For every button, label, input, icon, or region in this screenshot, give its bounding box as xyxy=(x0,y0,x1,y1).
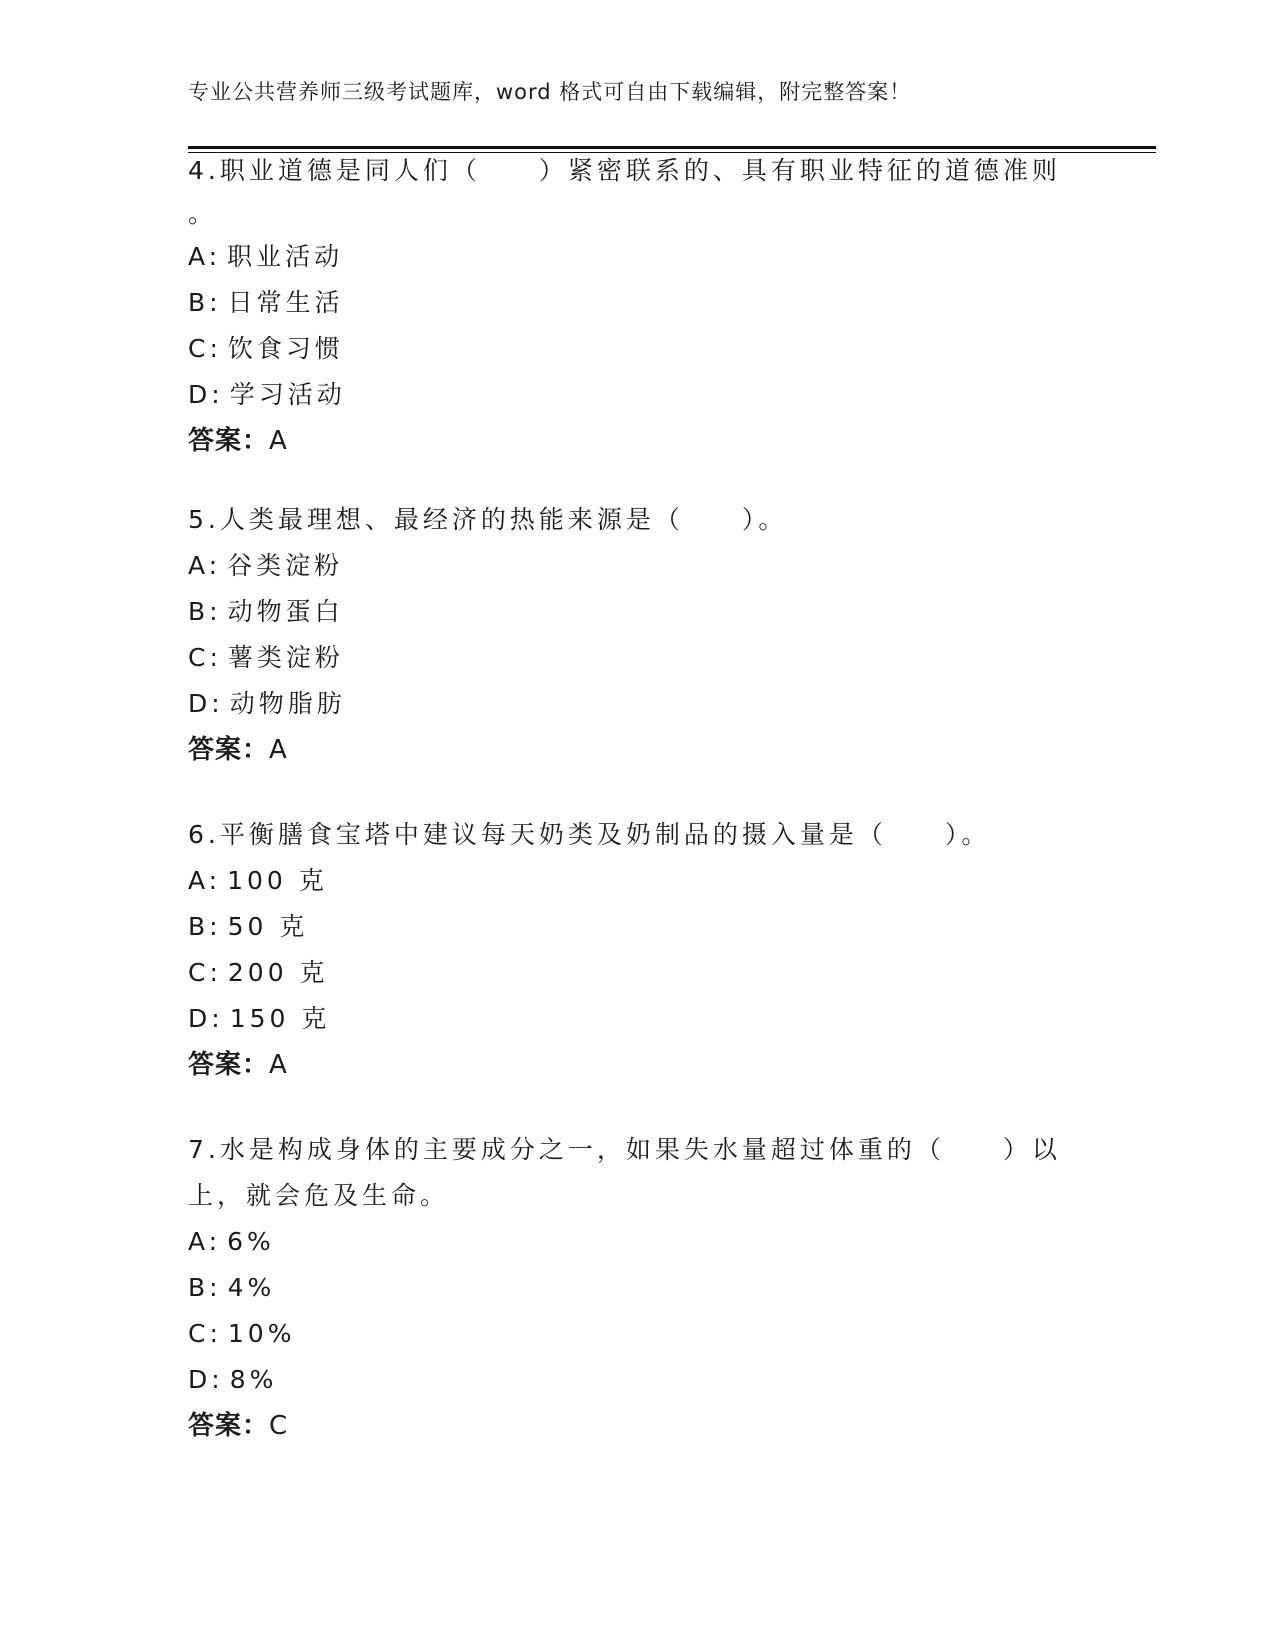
option-text: 50 克 xyxy=(227,912,309,941)
answer-label: 答案： xyxy=(188,735,270,765)
option-letter: C: xyxy=(188,958,222,987)
question-stem-line: 上，就会危及生命。 xyxy=(188,1181,450,1210)
option-c xyxy=(188,635,1068,681)
option-letter: C: xyxy=(188,643,222,672)
option-text: 饮食习惯 xyxy=(227,334,344,363)
answer-line xyxy=(188,1403,1068,1449)
option-b xyxy=(188,904,1068,950)
option-b xyxy=(188,1265,1068,1311)
option-letter: C: xyxy=(188,334,222,363)
question-stem-line: 。 xyxy=(188,199,218,228)
option-text: 动物蛋白 xyxy=(227,597,344,626)
option-text: 8% xyxy=(229,1365,278,1394)
option-letter: D: xyxy=(188,380,224,409)
answer-line xyxy=(188,1042,1068,1088)
option-text: 100 克 xyxy=(227,866,328,895)
option-c xyxy=(188,1311,1068,1357)
option-text: 学习活动 xyxy=(229,380,346,409)
answer-label: 答案： xyxy=(188,1050,270,1080)
option-letter: B: xyxy=(188,597,222,626)
question-4 xyxy=(188,148,1068,464)
option-letter: B: xyxy=(188,912,222,941)
option-text: 10% xyxy=(227,1319,296,1348)
option-a xyxy=(188,858,1068,904)
option-text: 谷类淀粉 xyxy=(227,551,344,580)
option-letter: A: xyxy=(188,866,222,895)
option-text: 4% xyxy=(227,1273,276,1302)
option-b xyxy=(188,589,1068,635)
option-letter: A: xyxy=(188,551,222,580)
option-letter: B: xyxy=(188,1273,222,1302)
question-6 xyxy=(188,812,1068,1088)
option-a xyxy=(188,234,1068,280)
option-text: 薯类淀粉 xyxy=(227,643,344,672)
option-text: 200 克 xyxy=(227,958,329,987)
option-letter: D: xyxy=(188,689,224,718)
question-stem-line: 6.平衡膳食宝塔中建议每天奶类及奶制品的摄入量是（ ）。 xyxy=(188,820,991,849)
option-c xyxy=(188,950,1068,996)
option-a xyxy=(188,543,1068,589)
option-letter: A: xyxy=(188,1227,222,1256)
question-stem-line: 5.人类最理想、最经济的热能来源是（ ）。 xyxy=(188,505,788,534)
option-letter: D: xyxy=(188,1365,224,1394)
question-5 xyxy=(188,497,1068,773)
option-b xyxy=(188,280,1068,326)
option-text: 职业活动 xyxy=(227,242,344,271)
option-text: 150 克 xyxy=(229,1004,331,1033)
option-letter: C: xyxy=(188,1319,222,1348)
option-text: 日常生活 xyxy=(227,288,344,317)
answer-value: A xyxy=(269,426,288,456)
answer-line xyxy=(188,418,1068,464)
answer-line xyxy=(188,727,1068,773)
page-header: 专业公共营养师三级考试题库，word 格式可自由下载编辑，附完整答案！ xyxy=(188,80,912,104)
option-a xyxy=(188,1219,1068,1265)
answer-label: 答案： xyxy=(188,1411,270,1441)
question-7 xyxy=(188,1127,1068,1449)
option-d xyxy=(188,1357,1068,1403)
answer-value: A xyxy=(269,1050,288,1080)
option-text: 动物脂肪 xyxy=(229,689,346,718)
option-letter: B: xyxy=(188,288,222,317)
option-letter: A: xyxy=(188,242,222,271)
option-letter: D: xyxy=(188,1004,224,1033)
option-d xyxy=(188,681,1068,727)
option-d xyxy=(188,996,1068,1042)
question-stem-line: 4.职业道德是同人们（ ）紧密联系的、具有职业特征的道德准则 xyxy=(188,156,1061,185)
option-text: 6% xyxy=(227,1227,275,1256)
answer-value: C xyxy=(269,1411,289,1441)
option-c xyxy=(188,326,1068,372)
question-stem-line: 7.水是构成身体的主要成分之一，如果失水量超过体重的（ ）以 xyxy=(188,1135,1061,1164)
answer-label: 答案： xyxy=(188,426,270,456)
answer-value: A xyxy=(269,735,288,765)
option-d xyxy=(188,372,1068,418)
